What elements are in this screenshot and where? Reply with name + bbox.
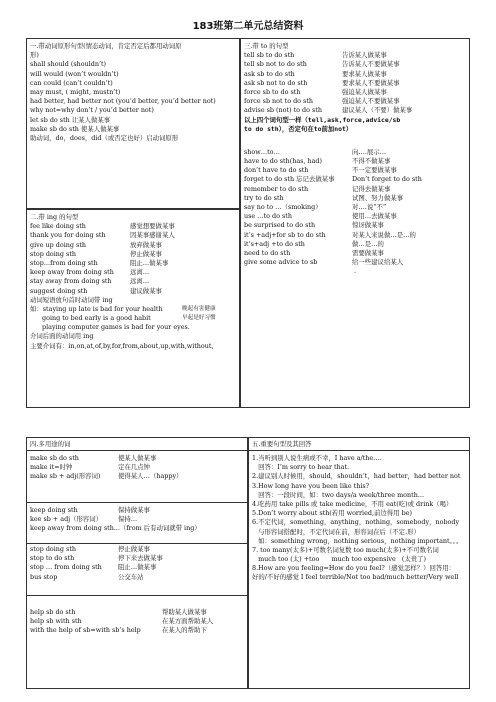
pattern-row [30, 134, 236, 143]
pattern-english: help sb do sth [30, 608, 76, 616]
pattern-meaning: 公交车站 [118, 572, 144, 581]
pattern-row [244, 240, 466, 249]
pattern-english: remember to do sth [244, 184, 309, 193]
pattern-row [244, 175, 466, 184]
pattern-row [30, 506, 244, 515]
pattern-meaning: 对….说“不” [352, 203, 387, 211]
pattern-row [30, 222, 236, 231]
pattern-meaning: 保持… [118, 515, 138, 524]
pattern-row [244, 221, 466, 230]
section-heading: 四.多用途的词 [27, 438, 247, 451]
pattern-meaning: 在某人的帮助下 [162, 626, 207, 635]
pattern-english: have to do sth(has, had) [244, 157, 323, 166]
pattern-row [30, 524, 244, 533]
pattern-meaning: 停止做某事 [130, 249, 162, 258]
section-ing-patterns [26, 209, 240, 408]
pattern-meaning: 告诉某人做某事 [342, 51, 387, 60]
pattern-row [244, 106, 466, 115]
section-multi-use-words [26, 437, 248, 689]
pattern-meaning: 强迫某人不要做某事 [342, 97, 400, 106]
example-note: 晚起有害健康 [182, 305, 216, 312]
pattern-english: let sb do sth 让某人做某事 [30, 115, 111, 124]
section-key-sentences [248, 437, 470, 689]
pattern-meaning: 保持做某事 [118, 506, 150, 514]
pattern-meaning: 因某事感谢某人 [130, 231, 175, 240]
make-group [27, 451, 247, 503]
pattern-row [30, 259, 236, 268]
sentence-line: 8.How are you feeling=How do you feel?（感觉怎样？）回答用： [252, 564, 456, 573]
section-modal-verbs [26, 38, 240, 209]
pattern-english: make sb do sth [30, 454, 79, 462]
example-line: going to bed early is a good habit [42, 314, 151, 323]
pattern-meaning: 建议某人（不要）做某事 [342, 106, 413, 115]
to-note-cont: to do sth），否定句在to前加not） [244, 124, 353, 133]
sentence-line: 好的/不好的感觉 I feel terrible/Not too bad/much better/Very well [252, 573, 459, 582]
stop-group [27, 544, 247, 596]
pattern-english: stop…from doing sth [30, 258, 98, 267]
section-heading: 三.带 to 的句型 [244, 42, 289, 50]
pattern-english: don’t have to do sth [244, 166, 309, 175]
pattern-row [244, 60, 466, 69]
pattern-english: try to do sth [244, 193, 284, 202]
pattern-row [244, 97, 466, 106]
sentence-line: 4.吃药用 take pills 或 take medicine，不用 eat(吃)或 drink（喝） [252, 499, 453, 508]
example-note: 早起是好习惯 [182, 315, 216, 322]
pattern-english: use …to do sth [244, 212, 292, 221]
pattern-english: advise sb (not) to do sth [244, 106, 322, 115]
sentence-line: 与形容词搭配时，不定代词在前，形容词在后（不定.形） [252, 527, 420, 536]
pattern-row [30, 79, 236, 88]
pattern-english: keep doing sth [30, 506, 78, 514]
pattern-row [244, 249, 466, 258]
pattern-meaning: 不一定要做某事 [352, 166, 397, 175]
pattern-row [244, 194, 466, 203]
pattern-english: why not=why don’t / you’d better not) [30, 106, 154, 115]
pattern-english: show…to… [244, 147, 280, 156]
pattern-english: kee sb + adj（形容词） [30, 515, 103, 524]
pattern-meaning: 阻止…做某事 [130, 258, 169, 267]
pattern-meaning: 在某方面帮助某人 [162, 617, 214, 626]
pattern-english: forget to do sth 忘记去做某事 [244, 175, 335, 184]
pattern-meaning: 远离… [130, 268, 150, 277]
pattern-english: bus stop [30, 572, 58, 581]
pattern-row [30, 125, 236, 134]
pattern-row [244, 258, 466, 267]
pattern-english: ask sb to do sth [244, 69, 295, 78]
pattern-row [244, 148, 466, 157]
pattern-row [30, 563, 244, 572]
to-note: 以上四个词句型一样（tell,ask,force,advice/sb [244, 115, 401, 124]
gerund-note: 动词短语放句首时动词带 ing [30, 295, 113, 304]
pattern-english: stop to do sth [30, 554, 75, 563]
pattern-english: suggest doing sth [30, 286, 88, 295]
pattern-meaning: 使某人做某事 [118, 454, 157, 462]
keep-group [27, 503, 247, 544]
pattern-row [30, 463, 244, 472]
help-group [27, 596, 247, 636]
pattern-meaning: 定在几点钟 [118, 463, 150, 472]
pattern-meaning: 停止做某事 [118, 545, 150, 553]
pattern-english: ask sb not to do sth [244, 78, 308, 87]
pattern-row [30, 573, 244, 582]
pattern-meaning: 做…是…的 [352, 239, 384, 248]
pattern-english: force sb to do sth [244, 87, 301, 96]
pattern-meaning: 试图、努力做某事 [352, 193, 404, 202]
section-heading: 五.重要句型及其回答 [249, 438, 469, 451]
pattern-meaning: 感觉想要做某事 [130, 222, 175, 231]
pattern-english: force sb not to do sth [244, 97, 314, 106]
pattern-meaning: 要求某人不要做某事 [342, 78, 400, 87]
pattern-english: stop … from doing sth [30, 563, 102, 572]
pattern-english: stay away from doing sth [30, 277, 112, 286]
sentence-line: 回答：I’m sorry to hear that. [252, 463, 350, 472]
pattern-english: be surprised to do sth [244, 221, 316, 230]
pattern-row [30, 70, 236, 79]
pattern-english: stop doing sth [30, 545, 77, 553]
pattern-row [30, 231, 236, 240]
pattern-english: make it=时钟 [30, 463, 73, 472]
pattern-row [30, 545, 244, 554]
pattern-row [244, 185, 466, 194]
example-line: playing computer games is bad for your eyes. [42, 323, 190, 332]
pattern-english: shall should (shouldn’t) [30, 60, 107, 69]
pattern-meaning: 对某人来说做…是…的 [352, 230, 416, 239]
pattern-meaning: 告诉某人不要做某事 [342, 60, 400, 69]
pattern-row [30, 454, 244, 463]
pattern-english: it’s+adj +to do sth [244, 239, 305, 248]
pattern-english: will would (won’t wouldn’t) [30, 69, 119, 78]
pattern-meaning: 建议做某事 [130, 286, 162, 295]
pattern-meaning: 给一些建议给某人 [352, 258, 404, 267]
example-line: 如：staying up late is bad for your health [30, 304, 163, 313]
pattern-row [30, 626, 244, 635]
pattern-row [30, 608, 244, 617]
pattern-english: give some advice to sb [244, 258, 318, 267]
pattern-meaning: 要求某人做某事 [342, 69, 387, 78]
pattern-meaning: 帮助某人做某事 [162, 608, 207, 616]
pattern-english: keep away from doing sth [30, 268, 114, 277]
pattern-row [30, 268, 236, 277]
pattern-row [30, 617, 244, 626]
pattern-row [30, 277, 236, 286]
pattern-meaning: Don’t forget to do sth [352, 175, 422, 184]
pattern-meaning: 远离… [130, 277, 150, 286]
pattern-row [30, 116, 236, 125]
pattern-english: need to do sth [244, 248, 291, 257]
pattern-english: keep away from doing sth...（from 后有动词就带 ing） [30, 524, 201, 533]
pattern-row [30, 515, 244, 524]
sentence-line: 5.Don’t worry about sth(若用 worried,前边得用 be) [252, 509, 412, 518]
sentence-line: 6.不定代词，something，anything，nothing，somebody，nobody [252, 518, 460, 527]
pattern-meaning: 需要做某事 [352, 248, 384, 257]
pattern-meaning: 记得去做某事 [352, 184, 391, 193]
pattern-english: fee like doing sth [30, 222, 86, 231]
dot-mark: . [354, 267, 357, 276]
sentence-line: 回答：一段时间，如：two days/a week/three month… [252, 490, 425, 499]
sentence-line: 7. too many(太多)+可数名词复数 too much(太多)+不可数名词 [252, 545, 439, 554]
pattern-meaning: 向….展示… [352, 147, 386, 156]
pattern-row [30, 554, 244, 563]
pattern-english: make sb + adj(形容词) [30, 472, 101, 481]
pattern-row [30, 250, 236, 259]
pattern-row [244, 79, 466, 88]
pattern-row [244, 166, 466, 175]
pattern-row [244, 51, 466, 60]
pattern-row [30, 60, 236, 69]
pattern-meaning: 使用…去做某事 [352, 212, 397, 221]
pattern-english: stop doing sth [30, 249, 77, 258]
sentence-line: 如：something wrong，nothing serious，nothing important。。。 [252, 536, 463, 545]
pattern-row [30, 106, 236, 115]
pattern-row [30, 88, 236, 97]
pattern-english: help sb with sth [30, 617, 82, 626]
pattern-english: with the help of sb=with sb’s help [30, 626, 141, 635]
pattern-english: make sb do sth 使某人做某事 [30, 124, 120, 133]
pattern-row [30, 287, 236, 296]
pattern-row [30, 472, 244, 481]
pattern-meaning: 不得不做某事 [352, 157, 391, 166]
prep-note: 介词后面的动词用 ing [30, 332, 94, 341]
page-title: 183班第二单元总结资料 [192, 21, 304, 32]
pattern-english: it’s +adj+for sb to do sth [244, 230, 326, 239]
pattern-english: thank you for doing sth [30, 231, 106, 240]
pattern-meaning: 强迫某人做某事 [342, 87, 387, 96]
prep-list: 主要介词有：in,on,at,of,by,for,from,about,up,with,without, [30, 341, 214, 350]
section-to-patterns [240, 38, 470, 408]
pattern-english: had better, had better not (you’d better, you’d better not) [30, 97, 216, 106]
pattern-english: give up doing sth [30, 240, 86, 249]
pattern-meaning: 放弃做某事 [130, 240, 162, 249]
pattern-row [30, 97, 236, 106]
pattern-row [244, 88, 466, 97]
pattern-english: may must, ( might, mustn’t) [30, 87, 121, 96]
pattern-meaning: 阻止…做某事 [118, 563, 157, 572]
pattern-english: say no to …（smoking） [244, 203, 322, 211]
pattern-row [244, 203, 466, 212]
pattern-english: can could (can’t couldn’t) [30, 78, 113, 87]
pattern-meaning: 停下来去做某事 [118, 554, 163, 563]
pattern-english: tell sb to do sth [244, 51, 295, 60]
section-heading-cont: 形) [30, 51, 39, 60]
section-heading: 二.带 ing 的句型 [30, 213, 79, 221]
pattern-row [244, 70, 466, 79]
sentence-line: 2.建议别人时候用，should，shouldn’t，had better，had better not [252, 472, 461, 481]
pattern-row [244, 231, 466, 240]
sentence-line: much too (太) +too much too expensive (太贵了) [252, 555, 427, 564]
pattern-meaning: 使得某人…（happy） [118, 472, 183, 481]
sentence-line: 1.当听到别人说生病或不幸，I have a/the…. [252, 454, 382, 462]
pattern-row [30, 241, 236, 250]
pattern-english: 助动词，do，does，did（或否定也好）启动词原形 [30, 133, 179, 142]
pattern-english: tell sb not to do sth [244, 60, 307, 69]
pattern-meaning: 惊讶做某事 [352, 221, 384, 230]
pattern-row [244, 212, 466, 221]
sentence-line: 3.How long have you been like this? [252, 481, 370, 490]
section-heading: 一.带动词原形句型(情态动词，肯定否定后都用动词原 [30, 42, 182, 50]
pattern-row [244, 157, 466, 166]
